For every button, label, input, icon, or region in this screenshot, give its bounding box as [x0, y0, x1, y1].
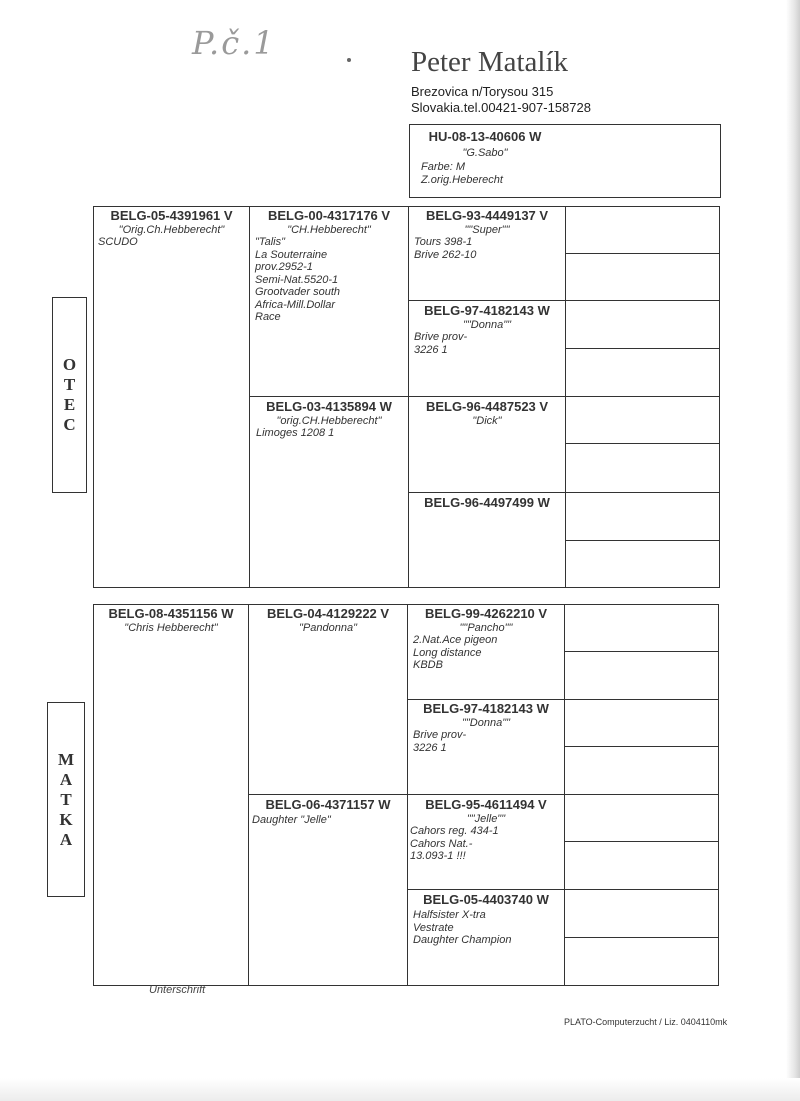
mother-side-label	[47, 702, 85, 897]
ggp-info	[413, 634, 564, 672]
ggp-id: BELG-05-4403740 W	[423, 892, 549, 907]
mother-label-letter: T	[60, 789, 72, 809]
maternal-granddam-info	[252, 814, 407, 827]
paternal-grandsire-info	[255, 236, 408, 324]
maternal-grandsire-name: "Pandonna"	[299, 622, 357, 634]
footer-license: PLATO-Computerzucht / Liz. 0404110mk	[564, 1017, 728, 1027]
mother-label-letter: M	[57, 749, 75, 769]
ggp-cell	[409, 208, 565, 261]
grid-line	[565, 348, 720, 349]
subject-bird-info	[421, 161, 503, 186]
grid-line	[408, 206, 409, 588]
maternal-grandsire-id: BELG-04-4129222 V	[266, 606, 390, 621]
info-line: Brive prov-	[413, 729, 467, 741]
info-line: Halfsister X-tra	[413, 909, 486, 921]
mother-id: BELG-08-4351156 W	[108, 606, 234, 621]
info-line: Brive prov-	[414, 331, 468, 343]
mother-cell	[94, 606, 248, 634]
paternal-grandsire-id: BELG-00-4317176 V	[267, 208, 391, 223]
father-id: BELG-05-4391961 V	[110, 208, 233, 223]
ggp-id: BELG-96-4497499 W	[424, 495, 550, 510]
paternal-granddam-id: BELG-03-4135894 W	[266, 399, 392, 414]
subject-bird-id: HU-08-13-40606 W	[428, 129, 542, 144]
info-line: Cahors reg. 434-1	[410, 825, 499, 837]
subject-bird-info-line: Farbe: M	[421, 161, 466, 173]
ggp-cell	[408, 701, 564, 754]
ggp-cell	[409, 495, 565, 510]
subject-bird-name: "G.Sabo"	[462, 147, 508, 159]
grid-line	[408, 300, 720, 301]
info-line: Daughter "Jelle"	[252, 814, 331, 826]
owner-address: Brezovica n/Torysou 315	[411, 84, 554, 99]
ggp-name: ""Pancho""	[459, 622, 513, 634]
ggp-name: ""Donna""	[461, 717, 511, 729]
grid-line	[564, 937, 719, 938]
ggp-name: ""Jelle""	[466, 813, 506, 825]
ggp-id: BELG-97-4182143 W	[424, 303, 550, 318]
father-cell	[94, 208, 249, 249]
info-line: Race	[255, 311, 281, 323]
info-line: Tours 398-1	[414, 236, 473, 248]
info-line: 13.093-1 !!!	[410, 850, 466, 862]
father-name: "Orig.Ch.Hebberecht"	[118, 224, 225, 236]
grid-line	[248, 604, 249, 986]
grid-line	[564, 604, 565, 986]
info-line: 3226 1	[413, 741, 447, 754]
info-line: Cahors Nat.-	[410, 837, 473, 850]
father-label-letter: O	[62, 355, 77, 374]
info-line: La Souterraine	[255, 248, 328, 261]
grid-line	[565, 540, 720, 541]
mother-label-letter: A	[59, 769, 73, 789]
info-line: 3226 1	[414, 343, 448, 356]
ggp-name: ""Super""	[464, 224, 510, 236]
info-line: Grootvader south	[255, 286, 340, 298]
ggp-cell	[408, 892, 564, 947]
info-line: Daughter Champion	[413, 934, 512, 946]
ggp-info	[410, 825, 564, 863]
grid-line	[564, 746, 719, 747]
mother-label-letter: K	[59, 809, 73, 829]
ggp-id: BELG-99-4262210 V	[424, 606, 548, 621]
ggp-name: "Dick"	[472, 415, 502, 427]
subject-bird-info-line: Z.orig.Heberecht	[421, 173, 503, 186]
father-label-letter: T	[63, 375, 76, 394]
ggp-id: BELG-96-4487523 V	[425, 399, 549, 414]
info-line: prov.2952-1	[255, 261, 313, 273]
ggp-id: BELG-93-4449137 V	[425, 208, 549, 223]
mother-pedigree-table	[93, 604, 719, 986]
grid-line	[407, 699, 719, 700]
stray-dot	[347, 58, 351, 62]
ggp-id: BELG-95-4611494 V	[425, 797, 547, 812]
maternal-granddam-id: BELG-06-4371157 W	[265, 797, 391, 812]
info-line: "Talis"	[255, 236, 286, 248]
info-line: KBDB	[413, 659, 443, 671]
info-line: Limoges 1208 1	[256, 427, 335, 439]
ggp-cell	[409, 303, 565, 356]
subject-bird-box	[409, 124, 721, 198]
info-line: Brive 262-10	[414, 248, 477, 261]
maternal-grandsire-cell	[249, 606, 407, 634]
owner-name: Peter Matalík	[411, 46, 569, 78]
scan-bottom-shadow	[0, 1078, 800, 1101]
grid-line	[407, 889, 719, 890]
info-line: 2.Nat.Ace pigeon	[413, 634, 498, 646]
ggp-info	[414, 331, 565, 356]
ggp-cell	[408, 797, 564, 863]
ggp-id: BELG-97-4182143 W	[423, 701, 549, 716]
scan-edge-shadow	[786, 0, 800, 1101]
father-info-line: SCUDO	[98, 236, 138, 248]
paternal-grandsire-cell	[250, 208, 408, 324]
mother-label-letter: A	[59, 829, 73, 849]
grid-line	[565, 253, 720, 254]
ggp-info	[413, 909, 564, 947]
ggp-cell	[408, 606, 564, 672]
paternal-granddam-info	[256, 427, 408, 440]
maternal-granddam-cell	[249, 797, 407, 827]
info-line: Long distance	[413, 646, 482, 659]
info-line: Semi-Nat.5520-1	[255, 273, 339, 286]
father-info	[98, 236, 249, 249]
handwritten-note: P.č.1	[192, 24, 276, 62]
ggp-info	[413, 729, 564, 754]
ggp-name: ""Donna""	[462, 319, 512, 331]
mother-name: "Chris Hebberecht"	[124, 622, 218, 634]
father-label-letter: C	[63, 415, 76, 434]
father-side-label	[52, 297, 87, 493]
grid-line	[564, 651, 719, 652]
owner-contact: Slovakia.tel.00421-907-158728	[411, 100, 591, 115]
grid-line	[249, 396, 720, 397]
grid-line	[565, 443, 720, 444]
ggp-cell	[409, 399, 565, 427]
grid-line	[564, 841, 719, 842]
grid-line	[248, 794, 719, 795]
info-line: Vestrate	[413, 921, 454, 934]
grid-line	[408, 492, 720, 493]
info-line: Africa-Mill.Dollar	[255, 298, 336, 311]
paternal-granddam-name: "orig.CH.Hebberecht"	[276, 415, 382, 427]
paternal-grandsire-name: "CH.Hebberecht"	[287, 224, 371, 236]
signature-label: Unterschrift	[149, 984, 206, 996]
paternal-granddam-cell	[250, 399, 408, 440]
father-label-letter: E	[63, 395, 76, 414]
grid-line	[565, 206, 566, 588]
ggp-info	[414, 236, 565, 261]
